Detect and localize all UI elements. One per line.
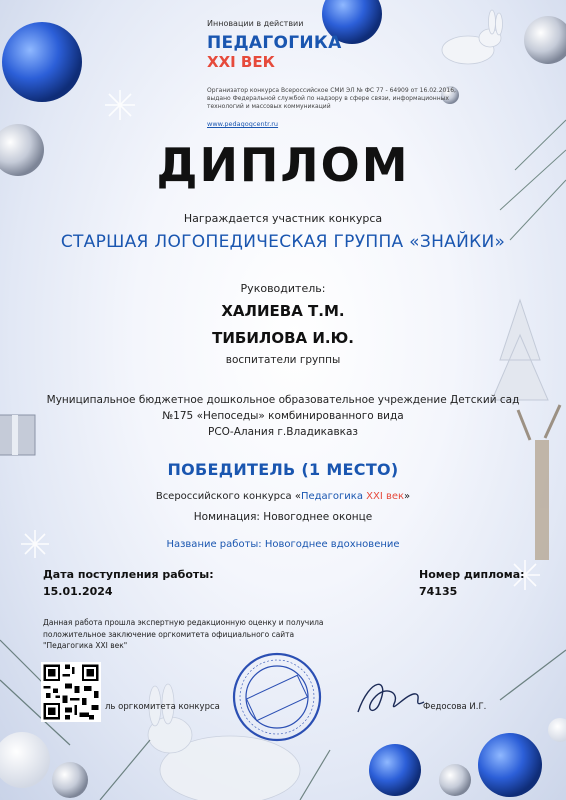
review-note: Данная работа прошла экспертную редакционную оценку и получила положительное заключение оргкомитета официального сайта "Педагогика XXI век" [43, 618, 324, 650]
award-place: ПОБЕДИТЕЛЬ (1 МЕСТО) [167, 460, 399, 479]
site-link[interactable]: www.pedagogcentr.ru [207, 120, 279, 128]
date-label: Дата поступления работы: [43, 568, 214, 581]
leader-label: Руководитель: [240, 282, 326, 295]
contest-brand-red: XXI век [366, 491, 405, 502]
ornament-ball [439, 764, 471, 796]
institution-line: Муниципальное бюджетное дошкольное образовательное учреждение Детский сад [46, 394, 520, 406]
contest-name [0, 491, 566, 502]
innovations-caption: Инновации в действии [207, 19, 304, 28]
ornament-ball [2, 22, 82, 102]
signature [350, 672, 430, 724]
awarded-caption: Награждается участник конкурса [183, 212, 383, 225]
official-stamp [232, 652, 322, 742]
bunny-figure [442, 10, 503, 64]
contest-prefix: Всероссийского конкурса « [155, 491, 301, 502]
ornament-ball [52, 762, 88, 798]
ornament-ball [524, 16, 566, 64]
leader-name-1: ХАЛИЕВА Т.М. [221, 302, 345, 320]
organizer-note: Организатор конкурса Всероссийское СМИ ЭЛ № ФС 77 - 64909 от 16.02.2016, выдано Федеральной службой по надзору в сфере связи, информационных технологий и массовых коммуникаций [207, 87, 456, 111]
ornament-ball [0, 732, 50, 788]
contest-suffix: » [404, 491, 411, 502]
work-title: Название работы: Новогоднее вдохновение [166, 539, 400, 550]
leader-name-2: ТИБИЛОВА И.Ю. [212, 329, 354, 347]
logo-subtitle: XXI ВЕК [207, 53, 275, 71]
signature-caption: ль оргкомитета конкурса [105, 702, 220, 712]
participant-name: СТАРШАЯ ЛОГОПЕДИЧЕСКАЯ ГРУППА «ЗНАЙКИ» [60, 232, 506, 252]
logo-title: ПЕДАГОГИКА [207, 33, 342, 53]
institution-line: РСО-Алания г.Владикавказ [208, 426, 358, 438]
qr-code [41, 662, 101, 722]
ornament-ball [369, 744, 421, 796]
nomination: Номинация: Новогоднее оконце [193, 511, 373, 523]
leader-role: воспитатели группы [225, 354, 341, 366]
contest-brand-blue: Педагогика [300, 491, 367, 502]
institution [0, 392, 566, 440]
date-value: 15.01.2024 [43, 585, 113, 598]
ornament-ball [548, 718, 566, 742]
diploma-number-value: 74135 [419, 585, 458, 598]
diploma-number-label: Номер диплома: [419, 568, 525, 581]
ornament-ball [478, 733, 542, 797]
signer-name: Федосова И.Г. [423, 702, 487, 712]
diploma-title: ДИПЛОМ [156, 138, 410, 192]
institution-line: №175 «Непоседы» комбинированного вида [162, 410, 404, 422]
